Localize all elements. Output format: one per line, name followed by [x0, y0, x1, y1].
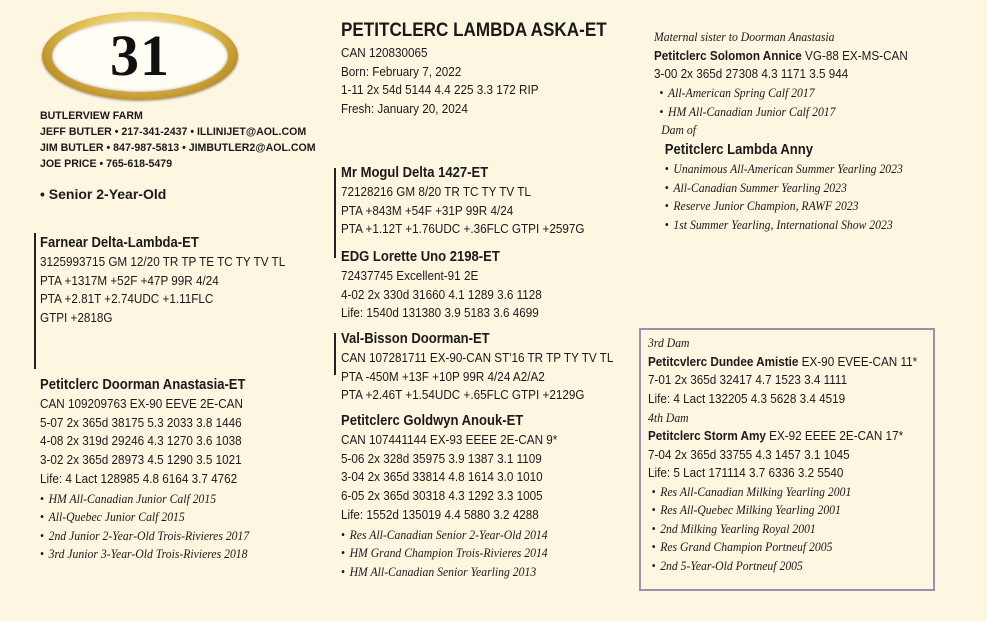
dam-dam-block — [341, 412, 557, 581]
dam-of-label: Dam of — [661, 122, 696, 138]
fourth-dam-award: • Res Grand Champion Portneuf 2005 — [652, 538, 918, 557]
sire-dam-line: 4-02 2x 330d 31660 4.1 1289 3.6 1128 — [341, 286, 542, 302]
dam-line: 5-07 2x 365d 38175 5.3 2033 3.8 1446 — [40, 414, 242, 430]
fourth-dam-name: Petitclerc Storm Amy — [648, 427, 766, 443]
dam-dam-line: 5-06 2x 328d 35975 3.9 1387 3.1 1109 — [341, 450, 542, 466]
dam-block — [40, 376, 249, 564]
animal-line: 1-11 2x 54d 5144 4.4 225 3.3 172 RIP — [341, 82, 539, 98]
maternal-sister-name: Petitclerc Solomon Annice — [654, 47, 802, 63]
farm-contact: JIM BUTLER • 847-987-5813 • JIMBUTLER2@AOL.COM — [40, 142, 316, 154]
sire-sire-line: PTA +843M +54F +31P 99R 4/24 — [341, 202, 514, 218]
consignor-block — [40, 108, 316, 172]
dam-dam-line: 3-04 2x 365d 33814 4.8 1614 3.0 1010 — [341, 469, 543, 485]
pedigree-line — [334, 168, 336, 258]
dam-award: • All-Quebec Junior Calf 2015 — [40, 508, 249, 527]
fourth-dam-award: • Res All-Canadian Milking Yearling 2001 — [652, 483, 918, 502]
sire-dam-line: 72437745 Excellent-91 2E — [341, 268, 479, 283]
dam-line: 3-02 2x 365d 28973 4.5 1290 3.5 1021 — [40, 452, 242, 468]
farm-name: BUTLERVIEW FARM — [40, 110, 143, 122]
third-dam-line: 7-01 2x 365d 32417 4.7 1523 3.4 1111 — [648, 372, 848, 388]
sire-sire-line: PTA +1.12T +1.76UDC +.36FLC GTPI +2597G — [341, 221, 585, 237]
sire-sire-block — [341, 164, 584, 239]
dam-sire-line: PTA +2.46T +1.54UDC +.65FLC GTPI +2129G — [341, 387, 585, 403]
lot-number: 31 — [110, 23, 170, 88]
daughter-name: Petitclerc Lambda Anny — [664, 142, 813, 159]
fourth-dam-award: • 2nd Milking Yearling Royal 2001 — [652, 520, 918, 539]
dam-award: • 3rd Junior 3-Year-Old Trois-Rivieres 2018 — [40, 545, 249, 564]
daughter-award: • All-Canadian Summer Yearling 2023 — [665, 179, 908, 198]
maternal-sister-heading: Maternal sister to Doorman Anastasia — [654, 29, 835, 44]
fourth-dam-heading: 4th Dam — [648, 409, 689, 425]
dam-sire-block — [341, 330, 613, 405]
dam-sire-name: Val-Bisson Doorman-ET — [341, 331, 490, 347]
dam-award: • 2nd Junior 2-Year-Old Trois-Rivieres 2017 — [40, 527, 249, 546]
animal-line: Born: February 7, 2022 — [341, 63, 462, 79]
lot-number-badge — [42, 12, 238, 100]
sire-line: PTA +2.81T +2.74UDC +1.11FLC — [40, 291, 214, 307]
dam-line: CAN 109209763 EX-90 EEVE 2E-CAN — [40, 396, 243, 411]
sire-sire-line: 72128216 GM 8/20 TR TC TY TV TL — [341, 184, 531, 199]
sire-line: 3125993715 GM 12/20 TR TP TE TC TY TV TL — [40, 254, 286, 269]
dam-dam-line: Life: 1552d 135019 4.4 5880 3.2 4288 — [341, 506, 539, 522]
farm-contact: JOE PRICE • 765-618-5479 — [40, 158, 173, 170]
fourth-dam-line: Life: 5 Lact 171114 3.7 6336 3.2 5540 — [648, 465, 844, 481]
pedigree-line — [334, 333, 336, 375]
maternal-sister-award: • All-American Spring Calf 2017 — [659, 84, 907, 103]
animal-line: Fresh: January 20, 2024 — [341, 101, 468, 117]
maternal-sister-record: 3-00 2x 365d 27308 4.3 1171 3.5 944 — [654, 66, 849, 82]
maternal-sister-classification: VG-88 EX-MS-CAN — [801, 47, 908, 63]
class-label: • Senior 2-Year-Old — [40, 186, 167, 202]
daughter-award: • Unanimous All-American Summer Yearling 2023 — [665, 160, 908, 179]
fourth-dam-award: • Res All-Quebec Milking Yearling 2001 — [652, 501, 918, 520]
dam-dam-award: • HM Grand Champion Trois-Rivieres 2014 — [341, 544, 557, 563]
third-dam-name: Petitcvlerc Dundee Amistie — [648, 353, 799, 369]
sire-sire-name: Mr Mogul Delta 1427-ET — [341, 165, 489, 181]
sire-block — [40, 234, 285, 328]
sire-line: PTA +1317M +52F +47P 99R 4/24 — [40, 272, 219, 288]
maternal-sister-block — [654, 28, 908, 234]
sire-dam-block — [341, 248, 542, 323]
sire-name: Farnear Delta-Lambda-ET — [40, 235, 199, 251]
dam-dam-line: 6-05 2x 365d 30318 4.3 1292 3.3 1005 — [341, 488, 543, 504]
animal-block — [341, 20, 607, 119]
dam-sire-line: PTA -450M +13F +10P 99R 4/24 A2/A2 — [341, 368, 545, 384]
maternal-sister-award: • HM All-Canadian Junior Calf 2017 — [659, 103, 907, 122]
third-dam-heading: 3rd Dam — [648, 335, 690, 350]
third-dam-classification: EX-90 EVEE-CAN 11* — [798, 353, 918, 369]
third-dam-line: Life: 4 Lact 132205 4.3 5628 3.4 4519 — [648, 391, 846, 407]
dam-dam-award: • Res All-Canadian Senior 2-Year-Old 2014 — [341, 526, 557, 545]
dam-dam-award: • HM All-Canadian Senior Yearling 2013 — [341, 563, 557, 582]
pedigree-line — [34, 233, 36, 369]
sire-line: GTPI +2818G — [40, 310, 113, 326]
dam-sire-line: CAN 107281711 EX-90-CAN ST'16 TR TP TY TV TL — [341, 350, 614, 365]
daughter-award: • 1st Summer Yearling, International Show 2023 — [665, 216, 908, 235]
fourth-dam-classification: EX-92 EEEE 2E-CAN 17* — [765, 427, 904, 443]
fourth-dam-award: • 2nd 5-Year-Old Portneuf 2005 — [652, 557, 918, 576]
fourth-dam-line: 7-04 2x 365d 33755 4.3 1457 3.1 1045 — [648, 446, 850, 462]
third-dam-block — [648, 334, 917, 575]
dam-award: • HM All-Canadian Junior Calf 2015 — [40, 490, 249, 509]
daughter-award: • Reserve Junior Champion, RAWF 2023 — [665, 197, 908, 216]
sire-dam-name: EDG Lorette Uno 2198-ET — [341, 249, 500, 265]
animal-line: CAN 120830065 — [341, 45, 428, 60]
dam-name: Petitclerc Doorman Anastasia-ET — [40, 377, 246, 393]
animal-name: PETITCLERC LAMBDA ASKA-ET — [341, 20, 607, 41]
farm-contact: JEFF BUTLER • 217-341-2437 • ILLINIJET@AOL.COM — [40, 126, 307, 138]
sire-dam-line: Life: 1540d 131380 3.9 5183 3.6 4699 — [341, 305, 539, 321]
dam-dam-name: Petitclerc Goldwyn Anouk-ET — [341, 413, 524, 429]
dam-line: 4-08 2x 319d 29246 4.3 1270 3.6 1038 — [40, 433, 242, 449]
dam-dam-line: CAN 107441144 EX-93 EEEE 2E-CAN 9* — [341, 432, 558, 447]
dam-line: Life: 4 Lact 128985 4.8 6164 3.7 4762 — [40, 470, 238, 486]
lot-number-inner — [52, 20, 228, 92]
